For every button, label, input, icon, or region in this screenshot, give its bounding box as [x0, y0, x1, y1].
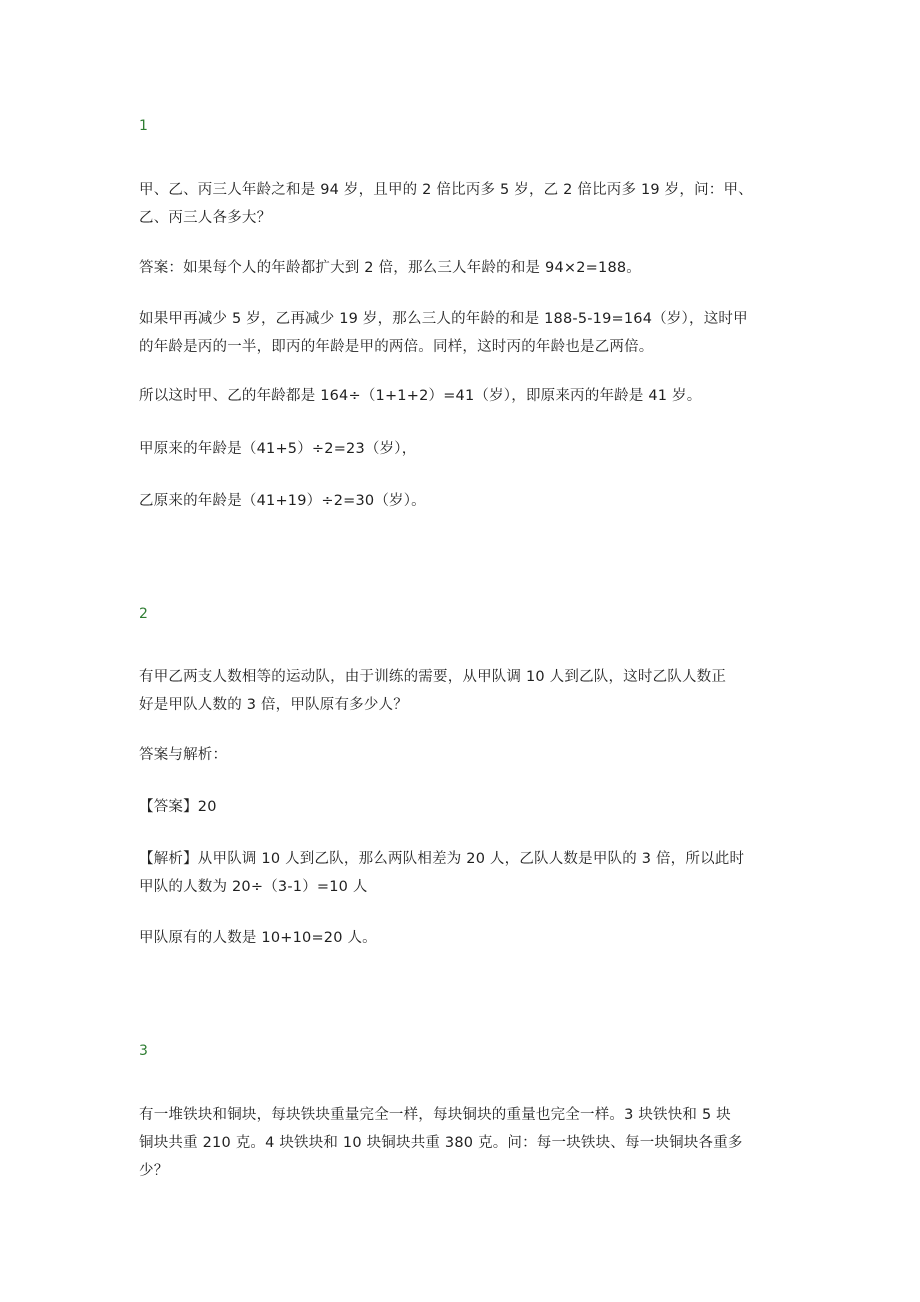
question-1-answer-line: 答案：如果每个人的年龄都扩大到 2 倍，那么三人年龄的和是 94×2=188。 [139, 260, 642, 276]
question-2-text [139, 663, 784, 719]
question-2-line-2: 好是甲队人数的 3 倍，甲队原有多少人？ [139, 697, 408, 713]
question-2-line-1: 有甲乙两支人数相等的运动队，由于训练的需要，从甲队调 10 人到乙队，这时乙队人数正 [139, 669, 727, 685]
question-1-para-3 [139, 382, 784, 410]
question-number-2: 2 [139, 606, 148, 622]
question-2-answer-header [139, 741, 784, 769]
question-number-1: 1 [139, 118, 148, 134]
question-2-final-line: 甲队原有的人数是 10+10=20 人。 [139, 930, 377, 946]
question-1-para-2-line-1: 如果甲再减少 5 岁，乙再减少 19 岁，那么三人的年龄的和是 188-5-19=164（岁），这时甲 [139, 311, 748, 327]
question-1-answer [139, 254, 784, 282]
question-1-para-5-line: 乙原来的年龄是（41+19）÷2=30（岁）。 [139, 493, 426, 509]
question-3-text [139, 1101, 784, 1185]
question-2-answer-header-line: 答案与解析： [139, 747, 228, 763]
question-1-para-5 [139, 487, 784, 515]
question-number-3: 3 [139, 1043, 148, 1059]
question-1-text [139, 176, 784, 232]
question-2-answer [139, 793, 784, 821]
question-3-line-3: 少？ [139, 1163, 169, 1179]
question-2-analysis-line-1: 【解析】从甲队调 10 人到乙队，那么两队相差为 20 人，乙队人数是甲队的 3 倍，所以此时 [139, 851, 745, 867]
question-2-answer-line: 【答案】20 [139, 799, 217, 815]
question-2-analysis [139, 845, 784, 901]
question-1-para-2 [139, 305, 784, 361]
question-1-para-2-line-2: 的年龄是丙的一半，即丙的年龄是甲的两倍。同样，这时丙的年龄也是乙两倍。 [139, 339, 654, 355]
question-2-final [139, 924, 784, 952]
question-1-para-3-line: 所以这时甲、乙的年龄都是 164÷（1+1+2）=41（岁），即原来丙的年龄是 41 岁。 [139, 388, 702, 404]
question-2-analysis-line-2: 甲队的人数为 20÷（3-1）=10 人 [139, 879, 368, 895]
question-1-line-2: 乙、丙三人各多大？ [139, 210, 272, 226]
question-3-line-2: 铜块共重 210 克。4 块铁块和 10 块铜块共重 380 克。问：每一块铁块、每一块铜块各重多 [139, 1135, 743, 1151]
question-1-line-1: 甲、乙、丙三人年龄之和是 94 岁，且甲的 2 倍比丙多 5 岁，乙 2 倍比丙多 19 岁，问：甲、 [139, 182, 753, 198]
question-3-line-1: 有一堆铁块和铜块，每块铁块重量完全一样，每块铜块的重量也完全一样。3 块铁快和 5 块 [139, 1107, 731, 1123]
question-1-para-4 [139, 435, 784, 463]
question-1-para-4-line: 甲原来的年龄是（41+5）÷2=23（岁）， [139, 441, 417, 457]
